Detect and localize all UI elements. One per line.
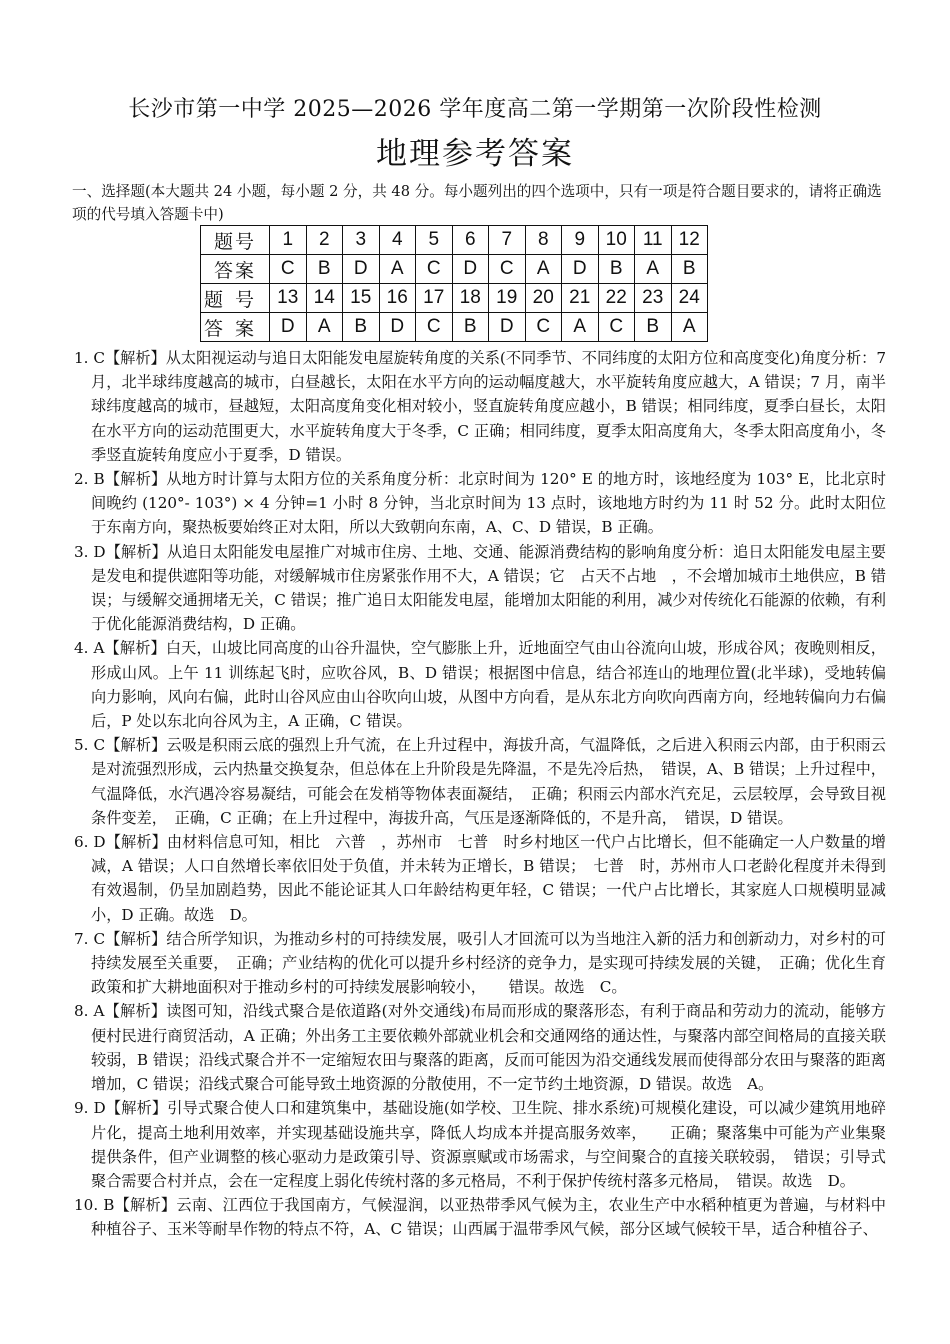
- question-number-header: 题号: [201, 284, 270, 313]
- question-number-cell: 10: [598, 226, 635, 255]
- question-number-cell: 2: [306, 226, 343, 255]
- question-number-row: [201, 284, 708, 313]
- answer-cell: C: [598, 313, 635, 342]
- answer-cell: B: [671, 255, 708, 284]
- explanation-4: 4. A【解析】白天，山坡比同高度的山谷升温快，空气膨胀上升，近地面空气由山谷流向山坡，形成谷风；夜晚则相反，形成山风。上午 11 训练起飞时，应吹谷风，B、D 错误；根据图中信息，结合祁连山的地理位置(北半球)，受地转偏向力影响，风向右偏，此时山谷风应由山谷吹向山坡，从图中方向看，是从东北方向吹向西南方向，经地转偏向力右偏后，P 处以东北向谷风为主，A 正确，C 错误。: [74, 639, 886, 731]
- question-number-cell: 13: [270, 284, 307, 313]
- answer-header: 答案: [201, 313, 270, 342]
- answer-cell: C: [416, 313, 453, 342]
- answer-cell: C: [270, 255, 307, 284]
- question-number-cell: 18: [452, 284, 489, 313]
- answer-cell: B: [598, 255, 635, 284]
- answer-cell: D: [489, 313, 526, 342]
- question-number-cell: 12: [671, 226, 708, 255]
- answer-cell: A: [562, 313, 599, 342]
- answer-cell: A: [379, 255, 416, 284]
- question-number-cell: 9: [562, 226, 599, 255]
- explanations: [74, 346, 886, 1242]
- answer-cell: A: [671, 313, 708, 342]
- explanation-6: 6. D【解析】由材料信息可知，相比 六普 ，苏州市 七普 时乡村地区一代户占比增长，但不能确定一人户数量的增减，A 错误；人口自然增长率依旧处于负值，并未转为正增长，B 错误； 七普 时，苏州市人口老龄化程度并未得到有效遏制，仍呈加剧趋势，因此不能论证其人口年龄结构更年轻，C 错误；一代户占比增长，其家庭人口规模明显减小，D 正确。故选 D。: [74, 833, 886, 924]
- explanation-2: 2. B【解析】从地方时计算与太阳方位的关系角度分析：北京时间为 120° E 的地方时，该地经度为 103° E，比北京时间晚约 (120°- 103°) × 4 分钟=1 小时 8 分钟，当北京时间为 13 点时，该地地方时约为 11 时 52 分。此时太阳位于东南方向，聚热板要始终正对太阳，所以大致朝向东南，A、C、D 错误，B 正确。: [74, 470, 886, 537]
- question-number-cell: 20: [525, 284, 562, 313]
- explanation-9: 9. D【解析】引导式聚合使人口和建筑集中，基础设施(如学校、卫生院、排水系统)可规模化建设，可以减少建筑用地碎片化，提高土地利用效率，并实现基础设施共享，降低人均成本并提高服务效率， 正确；聚落集中可能为产业集聚提供条件，但产业调整的核心驱动力是政策引导、资源禀赋或市场需求，与空间聚合的直接关联较弱， 错误；引导式聚合需要合村并点，会在一定程度上弱化传统村落的多元格局，不利于保护传统村落多元格局， 错误。故选 D。: [74, 1099, 886, 1190]
- question-number-cell: 6: [452, 226, 489, 255]
- section-instructions: 一、选择题(本大题共 24 小题，每小题 2 分，共 48 分。每小题列出的四个选项中，只有一项是符合题目要求的，请将正确选项的代号填入答题卡中): [72, 183, 882, 223]
- question-number-cell: 24: [671, 284, 708, 313]
- answer-table: [200, 225, 708, 342]
- explanation-8: 8. A【解析】读图可知，沿线式聚合是依道路(对外交通线)布局而形成的聚落形态，有利于商品和劳动力的流动，能够方便村民进行商贸活动，A 正确；外出务工主要依赖外部就业机会和交通网络的通达性，与聚落内部空间格局的直接关联较弱，B 错误；沿线式聚合并不一定缩短农田与聚落的距离，反而可能因为沿交通线发展而使得部分农田与聚落的距离增加，C 错误；沿线式聚合可能导致土地资源的分散使用，不一定节约土地资源，D 错误。故选 A。: [74, 1002, 886, 1094]
- answer-cell: C: [525, 313, 562, 342]
- answer-header: 答案: [201, 255, 270, 284]
- answer-cell: A: [635, 255, 672, 284]
- answer-cell: D: [562, 255, 599, 284]
- question-number-cell: 15: [343, 284, 380, 313]
- answer-cell: D: [343, 255, 380, 284]
- answer-cell: A: [306, 313, 343, 342]
- question-number-cell: 21: [562, 284, 599, 313]
- answer-cell: B: [306, 255, 343, 284]
- question-number-cell: 14: [306, 284, 343, 313]
- answer-row: [201, 313, 708, 342]
- answer-cell: B: [343, 313, 380, 342]
- exam-title: 长沙市第一中学 2025—2026 学年度高二第一学期第一次阶段性检测: [128, 97, 822, 122]
- question-number-cell: 22: [598, 284, 635, 313]
- question-number-cell: 17: [416, 284, 453, 313]
- answer-cell: B: [452, 313, 489, 342]
- question-number-row: [201, 226, 708, 255]
- answer-cell: D: [379, 313, 416, 342]
- question-number-cell: 4: [379, 226, 416, 255]
- question-number-cell: 23: [635, 284, 672, 313]
- answer-cell: A: [525, 255, 562, 284]
- answer-cell: D: [452, 255, 489, 284]
- question-number-cell: 5: [416, 226, 453, 255]
- question-number-cell: 8: [525, 226, 562, 255]
- question-number-cell: 1: [270, 226, 307, 255]
- answer-cell: B: [635, 313, 672, 342]
- question-number-cell: 16: [379, 284, 416, 313]
- explanation-1: 1. C【解析】从太阳视运动与追日太阳能发电屋旋转角度的关系(不同季节、不同纬度的太阳方位和高度变化)角度分析：7月，北半球纬度越高的城市，白昼越长，太阳在水平方向的运动幅度越大，水平旋转角度应越大，A 错误；7 月，南半球纬度越高的城市，昼越短，太阳高度角变化相对较小，竖直旋转角度应越小，B 错误；相同纬度，夏季白昼长，太阳在水平方向的运动范围更大，水平旋转角度大于冬季，C 正确；相同纬度，夏季太阳高度角大，冬季太阳高度角小，冬季竖直旋转角度应小于夏季，D 错误。: [74, 349, 886, 464]
- explanation-3: 3. D【解析】从追日太阳能发电屋推广对城市住房、土地、交通、能源消费结构的影响角度分析：追日太阳能发电屋主要是发电和提供遮阳等功能，对缓解城市住房紧张作用不大，A 错误；它 占天不占地 ，不会增加城市土地供应，B 错误；与缓解交通拥堵无关，C 错误；推广追日太阳能发电屋，能增加太阳能的利用，减少对传统化石能源的依赖，有利于优化能源消费结构，D 正确。: [74, 542, 886, 634]
- explanation-5: 5. C【解析】云吸是积雨云底的强烈上升气流，在上升过程中，海拔升高，气温降低，之后进入积雨云内部，由于积雨云是对流强烈形成，云内热量交换复杂，但总体在上升阶段是先降温，不是先冷后热， 错误，A、B 错误；上升过程中，气温降低，水汽遇冷容易凝结，可能会在发梢等物体表面凝结， 正确；积雨云内部水汽充足，云层较厚，会导致目视条件变差， 正确，C 正确；在上升过程中，海拔升高，气压是逐渐降低的，不是升高， 错误，D 错误。: [74, 736, 886, 827]
- answer-cell: D: [270, 313, 307, 342]
- explanation-7: 7. C【解析】结合所学知识，为推动乡村的可持续发展，吸引人才回流可以为当地注入新的活力和创新动力，对乡村的可持续发展至关重要， 正确；产业结构的优化可以提升乡村经济的竞争力，是实现可持续发展的关键， 正确；优化生育政策和扩大耕地面积对于推动乡村的可持续发展影响较小， 错误。故选 C。: [74, 929, 886, 997]
- question-number-cell: 3: [343, 226, 380, 255]
- document-subtitle: 地理参考答案: [376, 136, 574, 172]
- question-number-cell: 11: [635, 226, 672, 255]
- answer-cell: C: [489, 255, 526, 284]
- answer-row: [201, 255, 708, 284]
- question-number-header: 题号: [201, 226, 270, 255]
- question-number-cell: 19: [489, 284, 526, 313]
- answer-cell: C: [416, 255, 453, 284]
- question-number-cell: 7: [489, 226, 526, 255]
- explanation-10: 10. B【解析】云南、江西位于我国南方，气候湿润，以亚热带季风气候为主，农业生产中水稻种植更为普遍，与材料中种植谷子、玉米等耐旱作物的特点不符，A、C 错误；山西属于温带季风气候，部分区域气候较干旱，适合种植谷子、: [74, 1196, 886, 1239]
